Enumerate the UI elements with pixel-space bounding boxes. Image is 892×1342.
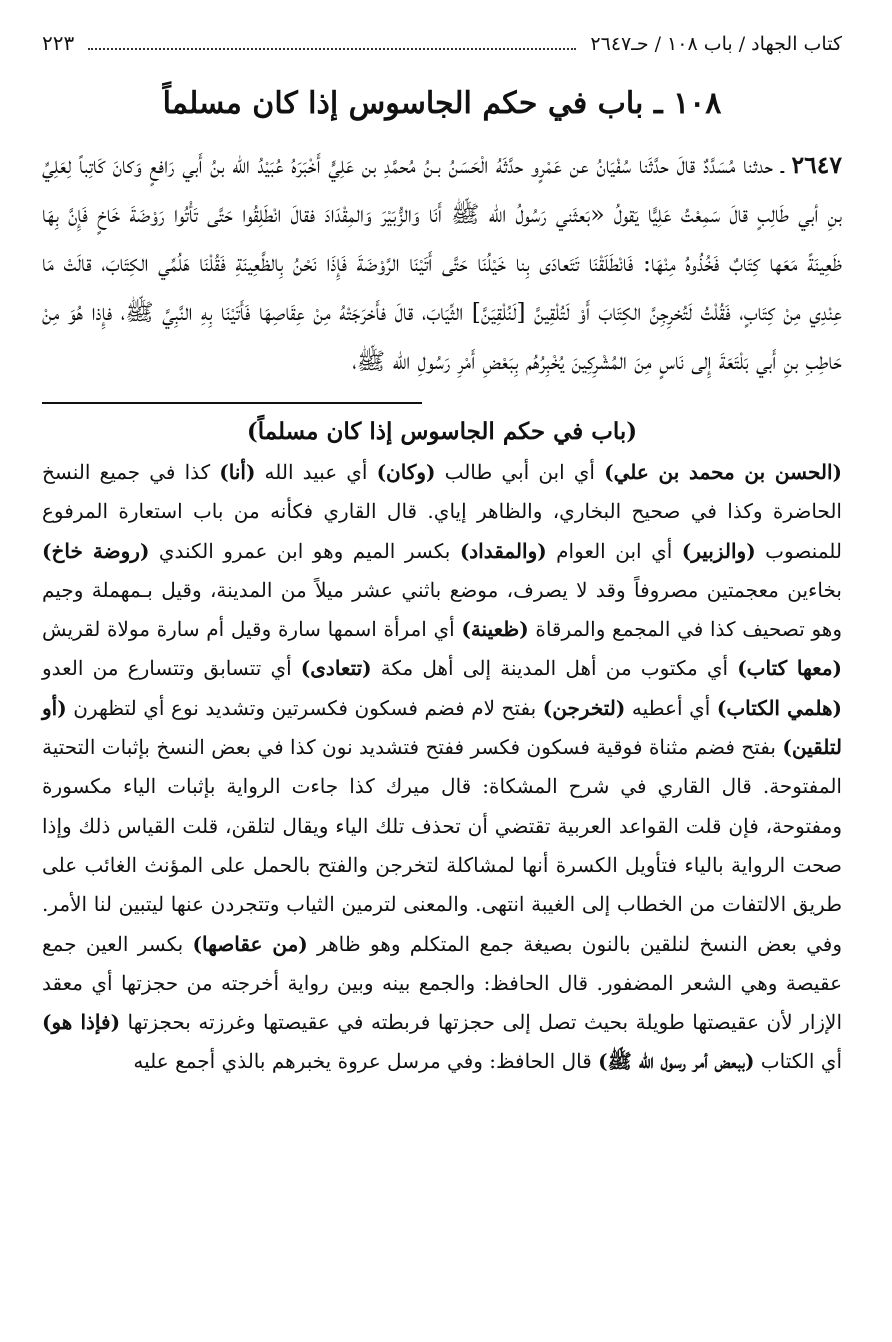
running-head — [42, 30, 842, 70]
commentary-gloss: أي الكتاب — [754, 1049, 842, 1074]
commentary-term: (فإذا هو) — [42, 1010, 121, 1035]
commentary-gloss: أي عبيد الله — [255, 460, 377, 484]
commentary-term: (ببعض أمر رسول الله ﷺ) — [598, 1049, 755, 1074]
commentary-term: (أنا) — [219, 460, 256, 484]
commentary-term: (الحسن بن محمد بن علي) — [604, 460, 843, 484]
commentary-gloss: أي مكتوب من أهل المدينة إلى أهل مكة — [371, 656, 738, 681]
commentary-gloss: كذا في جميع النسخ الحاضرة وكذا في صحيح البخاري، والظاهر إياي. قال القاري فكأنه من باب استعارة المرفوع للمنصوب — [42, 460, 842, 563]
commentary-heading: (باب في حكم الجاسوس إذا كان مسلماً) — [246, 418, 638, 445]
commentary-term: (وكان) — [376, 460, 436, 484]
commentary-gloss: أي تتسابق وتتسارع من العدو — [42, 656, 301, 681]
commentary-term: (من عقاصها) — [192, 931, 308, 956]
commentary-gloss: بخاءين معجمتين مصروفاً وقد لا يصرف، موضع باثني عشر ميلاً من المدينة، وقيل بـمهملة وجيم وهو تصحيف كذا في المجمع والمرقاة — [42, 577, 842, 642]
commentary-term: (والمقداد) — [459, 538, 547, 563]
commentary-gloss: بفتح فضم مثناة فوقية فسكون فكسر ففتح فتشديد نون كذا في بعض النسخ بإثبات التحتية المفتوحة. قال القاري في شرح المشكاة: قال ميرك كذا جاءت الرواية بإثبات الياء مكسورة ومفتوحة، فإن قلت القواعد العربية تقتضي أن تحذف تلك الياء ويقال لتلقن، قلت القياس ذلك وإذا صحت الرواية بالياء فتأويل الكسرة أنها لمشاكلة لتخرجن والفتح بالحمل على المؤنث الغائب على طريق الالتفات من الخطاب إلى الغيبة انتهى. والمعنى لترمين الثياب وتتجردن عنها ليتبين لنا الأمر. وفي بعض النسخ لنلقين بالنون بصيغة جمع المتكلم وهو ظاهر — [42, 735, 842, 956]
commentary-gloss: أي أعطيه — [625, 695, 717, 720]
running-head-dot-leader — [88, 30, 576, 50]
hadith-number: ٢٦٤٧ — [791, 151, 842, 179]
commentary-gloss: أي امرأة اسمها سارة وقيل أم سارة مولاة لقريش — [42, 617, 462, 642]
footnote-separator — [42, 402, 422, 404]
commentary-term: (ظعينة) — [461, 617, 529, 642]
commentary-term: (والزبير) — [681, 538, 756, 563]
commentary-term: (معها كتاب) — [737, 656, 842, 681]
commentary-gloss: أي ابن العوام — [546, 538, 682, 563]
running-head-title: كتاب الجهاد / باب ١٠٨ / حـ٢٦٤٧ — [590, 33, 842, 55]
commentary-term: (روضة خاخ) — [42, 538, 150, 563]
commentary-term: (أو لتلقين) — [42, 695, 842, 760]
commentary-term: (لتخرجن) — [542, 695, 626, 720]
hadith-body: ـ حدثنا مُسَدَّدٌ قالَ حدَّثَنا سُفْيَانُ عن عَمْرٍو حدَّثَهُ الْحَسَنُ بـنُ مُحمَّدِ بن عَلِيٍّ أَخْبَرَهُ عُبَيْدُ الله بنُ أَبي رَافعٍ وَكانَ كَاتِباً لِعَلِيِّ بنِ أبي طَالِبٍ قالَ سَمِعْتُ عَلِيًّا يَقولُ «بَعثَني رَسُولُ الله ﷺ أَنَا وَالزُّبَيْرَ وَالمِقْدَادَ فقالَ انْطَلِقُوا حَتَّى تَأْتُوا رَوْضَةَ خَاخٍ فَإِنَّ بِهَا ظَعِينَةً مَعَها كِتَابٌ فَخُذُوهُ مِنْهَا: فَانْطَلَقْنَا تَتَعادَى بِنا خَيْلُنَا حَتَّى أَتَيْنَا الرَّوْضَةَ فَإِذَا نَحْنُ بِالظَّعِينَةِ فَقُلْنَا هَلُمِّي الكِتَابَ، قالَتْ مَا عِنْدِي مِنْ كِتَابٍ، فَقُلْتُ لَتُخرِجِنَّ الكِتَابَ أَوْ لَتُلْقِينَّ [لَنُلْقِيَنَّ] الثِّيَابَ، قالَ فأَخرَجَتْهُ مِنْ عِقَاصِهَا فَأَتَيْنَا بِهِ النَّبِيَّ ﷺ، فإِذا هُوَ مِنْ حَاطِبِ بنِ أَبي بَلْتَعَةَ إِلى نَاسٍ مِنَ المُشْرِكِينَ يُخْبِرُهُم بِبَعْضِ أَمْرِ رَسُولِ الله ﷺ، — [42, 151, 842, 375]
commentary-text — [42, 453, 842, 1082]
hadith-text — [42, 141, 842, 386]
commentary-gloss: أي ابن أبي طالب — [435, 460, 605, 484]
chapter-heading: ١٠٨ ـ باب في حكم الجاسوس إذا كان مسلماً — [162, 86, 722, 121]
commentary-term: (هلمي الكتاب) — [716, 695, 842, 720]
commentary-gloss: بكسر العين جمع عقيصة وهي الشعر المضفور. قال الحافظ: والجمع بينه وبين رواية أخرجته من حجزتها أي معقد الإزار لأن عقيصتها طويلة بحيث تصل إلى حجزتها فربطته في عقيصتها وغرزته بحجزتها — [42, 931, 842, 1035]
commentary-gloss: بكسر الميم وهو ابن عمرو الكندي — [149, 538, 460, 563]
page-number: ٢٢٣ — [42, 31, 75, 55]
commentary-gloss: بفتح لام فضم فسكون فكسرتين وتشديد نوع أي لتظهرن — [66, 695, 543, 720]
separator-wrap — [42, 402, 842, 404]
commentary-term: (تتعادى) — [300, 656, 372, 681]
commentary-gloss: قال الحافظ: وفي مرسل عروة يخبرهم بالذي أجمع عليه — [133, 1049, 599, 1074]
